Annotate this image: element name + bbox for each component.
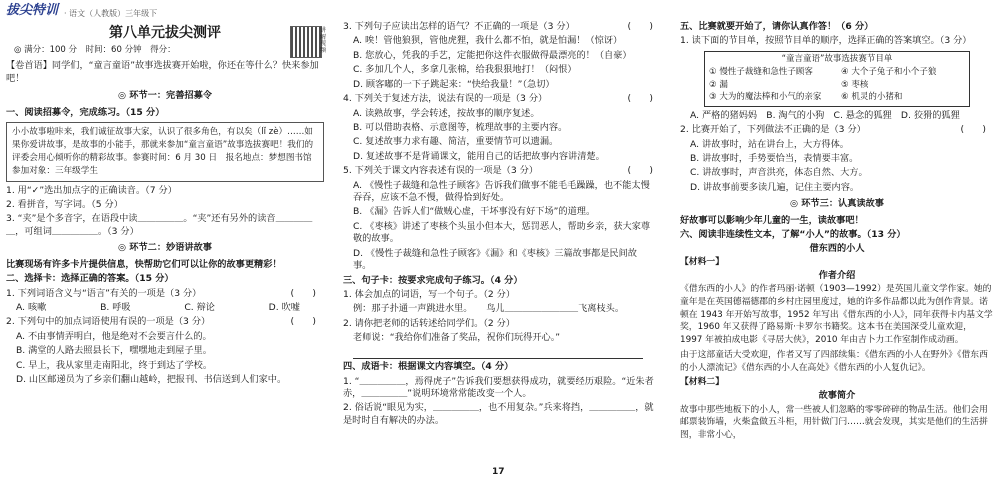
- option[interactable]: C. 《枣核》讲述了枣核个头虽小但本大，惩罚恶人，帮助乡亲，获大家尊敬的故事。: [353, 220, 651, 245]
- option[interactable]: A. 严格的猪妈妈 B. 淘气的小狗 C. 悬念的狐狸 D. 狡猾的狐狸: [690, 109, 960, 121]
- page-number: 17: [492, 467, 505, 477]
- question: 3. 下列句子应读出怎样的语气？不正确的一项是（3 分） ( ): [343, 21, 653, 32]
- question: 1. 读下面的节目单，按照节目单的顺序，选择正确的答案填空。（3 分）: [680, 35, 972, 47]
- fill-line[interactable]: 老师说：“我给你们准备了奖品，祝你们玩得开心。”: [353, 332, 561, 344]
- question: 2. 看拼音，写字词。（5 分）: [6, 199, 123, 211]
- question: 4. 下列关于复述方法，说法有误的一项是（3 分） ( ): [343, 93, 653, 105]
- middle-column: [337, 0, 667, 487]
- section-title: ◎ 环节一：完善招募令: [118, 90, 212, 102]
- program-table-title: “童言童语”故事选拔赛节目单: [781, 53, 893, 64]
- qr-label: 讲解视频: [320, 27, 327, 54]
- program-table: [704, 51, 970, 107]
- question: 2. 下列句中的加点词语使用有误的一项是（3 分） ( ): [6, 316, 316, 328]
- program-item: ④ 大个子兔子和小个子狼: [841, 67, 937, 78]
- option[interactable]: D. 《慢性子裁缝和急性子顾客》《漏》和《枣核》三篇故事都是民间故事。: [353, 247, 637, 272]
- section-title: ◎ 环节三：认真读故事: [790, 198, 884, 210]
- option[interactable]: B. 可以借助表格、示意图等，梳理故事的主要内容。: [353, 121, 568, 133]
- story-title: 借东西的小人: [809, 242, 865, 254]
- option[interactable]: A. 《慢性子裁缝和急性子顾客》告诉我们做事不能毛毛躁躁，也不能太慢吞吞，应该不急不慢，做得恰到好处。: [353, 179, 650, 204]
- program-item: ⑤ 枣核: [841, 79, 869, 90]
- question-heading: 一、阅读招募令，完成练习。（15 分）: [6, 106, 165, 118]
- options-row: [0, 301, 330, 315]
- option[interactable]: B. 《漏》告诉人们“做贼心虚，干坏事没有好下场”的道理。: [353, 206, 596, 218]
- option[interactable]: A. 讲故事时，站在讲台上，大方得体。: [690, 138, 849, 150]
- option[interactable]: A. 读熟故事，学会转述，按故事的顺序复述。: [353, 107, 540, 119]
- material-label: 【材料一】: [680, 256, 724, 267]
- question-heading: 二、选择卡：选择正确的答案。（15 分）: [6, 273, 174, 285]
- section-lead: 比赛现场有许多卡片提供信息，快帮助它们可以让你的故事更精彩！: [6, 258, 282, 270]
- question: 2. 俗话说“眼见为实，＿＿＿＿＿，也不用复杂。”兵来将挡，＿＿＿＿＿，就是时时自有解决的办法。: [343, 402, 654, 426]
- program-item: ② 漏: [709, 79, 728, 90]
- option[interactable]: A. 咳嗽: [16, 301, 47, 313]
- question: 3. “夹”是个多音字，在语段中读＿＿＿＿＿。“夹”还有另外的读音＿＿＿＿＿，可组词＿＿＿＿＿。（3 分）: [6, 213, 313, 237]
- material-text: 由于这部童话大受欢迎，作者又写了四部续集：《借东西的小人在野外》《借东西的小人漂流记》《借东西的小人在高处》《借东西的小人复仇记》。: [680, 349, 988, 373]
- program-item: ① 慢性子裁缝和急性子顾客: [709, 67, 813, 78]
- option[interactable]: D. 复述故事不是背诵课文，能用自己的话把故事内容讲清楚。: [353, 150, 605, 162]
- question: 5. 下列关于课文内容表述有误的一项是（3 分） ( ): [343, 165, 653, 177]
- option[interactable]: D. 吹嘘: [268, 301, 300, 313]
- recruit-notice-box: 小小故事啦咔来，我们诚征故事大家，认识了很多角色，有以矣（lǐ zè）……如果你爱讲故事，是故事的小能手，那就来参加“童言童语”故事选拔赛吧！我们的评委会用心倾听你的精彩故事。参赛时间：6 月 30 日 报名地点：梦想图书馆 参加对象：三年级学生: [6, 122, 324, 182]
- question-heading: 五、比赛就要开始了，请你认真作答！（6 分）: [680, 21, 874, 32]
- option[interactable]: D. 讲故事前要多读几遍，记住主要内容。: [690, 181, 860, 193]
- fill-line[interactable]: 例：那子扑通一声跳进水里。 鸟儿＿＿＿＿＿＿＿＿飞离枝头。: [353, 303, 625, 315]
- section-lead: 好故事可以影响少年儿童的一生，读故事吧！: [680, 214, 864, 226]
- option[interactable]: B. 满堂的人路去照县长下，嘿嘿地走到屋子里。: [16, 345, 212, 357]
- option[interactable]: C. 辩论: [184, 301, 215, 313]
- option[interactable]: B. 呼吸: [100, 301, 131, 313]
- material-label: 【材料二】: [680, 377, 724, 388]
- question: 1. 体会加点的词语，写一个句子。（2 分）: [343, 289, 516, 301]
- material-subtitle: 作者介绍: [818, 269, 856, 281]
- material-text: 《借东西的小人》的作者玛丽·诺顿（1903—1992）是英国儿童文学作家。她的童年是在英国德福德郡的乡村庄园里度过，她的许多作品都以此为创作背景。诺顿在 1943 年开始写故事，1952 年写出《借东西的小人》，同年获得卡内基文学奖，1960 年又获得了路易斯·卡罗尔书籍奖。这本书在美国深受儿童欢迎，1997 年被拍成电影《寻居大侠》，2010 年由吉卜力工作室制作成动画。: [680, 284, 993, 346]
- right-column: [674, 0, 1000, 487]
- question-heading: 四、成语卡：根据课文内容填空。（4 分）: [343, 361, 514, 373]
- section-title: ◎ 环节二：妙语讲故事: [118, 242, 212, 254]
- option[interactable]: A. 不由事情弄明白，他是绝对不会要言什么的。: [16, 330, 212, 342]
- option[interactable]: C. 多加几个人，多拿几张棉，给我狠狠地打！（闷恨）: [353, 64, 577, 76]
- option[interactable]: D. 顾客嘟的一下子跳起来：“快给我量！”（急切）: [353, 78, 555, 90]
- score-meta: ◎ 满分：100 分 时间：60 分钟 得分：: [14, 44, 176, 55]
- page-title: 第八单元拔尖测评: [109, 25, 221, 41]
- question: 1. 下列词语含义与“语言”有关的一项是（3 分） ( ): [6, 287, 316, 299]
- intro-text: 【卷首语】同学们，“童言童语”故事选拔赛开始啦，你还在等什么？快来参加吧！: [6, 60, 319, 84]
- qr-code-icon[interactable]: [290, 26, 322, 58]
- material-subtitle: 故事简介: [818, 390, 856, 402]
- material-text: 故事中那些地板下的小人，常一些被人们忽略的零零碎碎的物品生活。他们会用邮票装饰墙，火柴盒做五斗柜，用针做门闩……就会发现，其实是他们的生活拼图，非常小心，: [680, 404, 988, 441]
- option[interactable]: D. 山区邮递员为了乡亲们翻山越岭，把报刊、书信送到人们家中。: [16, 374, 287, 386]
- brand-subtitle: · 语文（人教版）三年级下: [64, 9, 158, 19]
- option[interactable]: B. 讲故事时，手势要恰当，表情要丰富。: [690, 152, 859, 164]
- program-item: ⑥ 机灵的小猪和: [841, 92, 903, 103]
- answer-line[interactable]: [337, 346, 667, 360]
- option[interactable]: C. 复述故事力求有趣、简洁，重要情节可以遗漏。: [353, 136, 559, 148]
- left-column: [0, 0, 330, 487]
- option[interactable]: A. 唉！管他狼狈，管他虎狸，我什么都不怕，就是怕漏！（惊讶）: [353, 35, 623, 47]
- question-heading: 三、句子卡：按要求完成句子练习。（4 分）: [343, 274, 523, 286]
- option[interactable]: B. 您放心，凭我的手艺，定能把你这件衣服做得最漂亮的！（自豪）: [353, 49, 632, 61]
- question: 2. 请你把老师的话转述给同学们。（2 分）: [343, 317, 516, 329]
- program-item: ③ 大为的魔法棒和小气的亲家: [709, 92, 822, 103]
- question: 2. 比赛开始了，下列做法不正确的是（3 分） ( ): [680, 124, 986, 136]
- question: 1. 用“✓”选出加点字的正确读音。（7 分）: [6, 184, 177, 196]
- brand-logo: 拔尖特训: [6, 3, 59, 19]
- option[interactable]: C. 讲故事时，声音洪亮，体态自然、大方。: [690, 167, 868, 179]
- question: 1. “＿＿＿＿＿，焉得虎子”告诉我们要想获得成功，就要经历艰险。“近朱者赤，＿＿＿＿＿”说明环境常常能改变一个人。: [343, 375, 654, 399]
- question-heading: 六、阅读非连续性文本，了解“小人”的故事。（13 分）: [680, 229, 906, 241]
- option[interactable]: C. 早上，我从家里走南阳北，终于到达了学校。: [16, 359, 213, 371]
- brand-header: [0, 0, 330, 22]
